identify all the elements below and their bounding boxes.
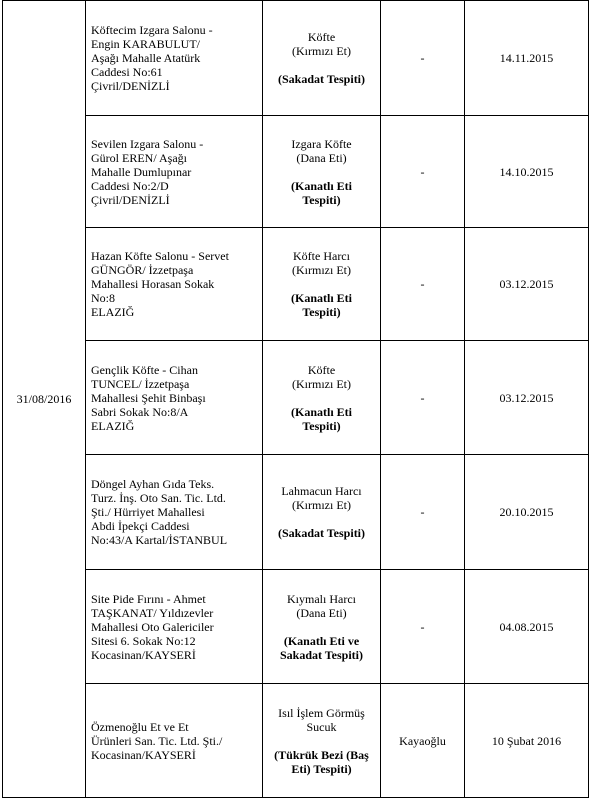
finding-line: (Kanatlı Eti: [290, 404, 352, 419]
table-row: [3, 228, 589, 341]
business-line: Ürünleri San. Tic. Ltd. Şti./: [91, 733, 223, 748]
analysis-date-cell: 04.08.2015: [465, 570, 589, 684]
brand-cell: -: [381, 116, 465, 228]
product-line: (Kırmızı Et): [292, 376, 351, 391]
business-line: No:8: [91, 291, 115, 305]
finding-text: [267, 72, 376, 86]
product-line: (Kırmızı Et): [292, 263, 351, 277]
table-row: [3, 341, 589, 455]
table-row: [3, 116, 589, 228]
business-line: Özmenoğlu Et ve Et: [91, 719, 189, 734]
product-cell: [263, 684, 381, 798]
business-line: Gençlik Köfte - Cihan: [91, 362, 198, 377]
business-info-cell: [86, 1, 263, 116]
business-line: Çivril/DENİZLİ: [91, 79, 170, 93]
business-info-cell: [86, 684, 263, 798]
announcement-date-cell: 31/08/2016: [3, 1, 86, 798]
finding-text: [267, 405, 376, 433]
product-cell: [263, 455, 381, 570]
table-row: [3, 1, 589, 116]
business-line: Aşağı Mahalle Atatürk: [91, 51, 201, 65]
business-line: ELAZIĞ: [91, 418, 135, 433]
business-info-cell: [86, 228, 263, 341]
brand-cell: -: [381, 1, 465, 116]
business-line: Döngel Ayhan Gıda Teks.: [91, 477, 215, 491]
business-line: Mahallesi Şehit Binbaşı: [91, 390, 206, 405]
finding-text: [267, 179, 376, 207]
analysis-date-cell: 20.10.2015: [465, 455, 589, 570]
table-row: [3, 455, 589, 570]
business-line: TAŞKANAT/ Yıldızevler: [91, 605, 214, 620]
business-info-cell: [86, 455, 263, 570]
business-info-cell: [86, 116, 263, 228]
business-line: Hazan Köfte Salonu - Servet: [91, 249, 229, 263]
analysis-date-cell: 10 Şubat 2016: [465, 684, 589, 798]
product-line: (Dana Eti): [296, 605, 347, 620]
business-line: Sitesi 6. Sokak No:12: [91, 633, 196, 648]
business-line: Mahallesi Horasan Sokak: [91, 277, 215, 291]
business-line: Çivril/DENİZLİ: [91, 192, 170, 207]
product-cell: [263, 1, 381, 116]
finding-line: (Kanatlı Eti: [290, 178, 352, 193]
business-line: Abdi İpekçi Caddesi: [91, 519, 190, 533]
finding-line: Eti) Tespiti): [291, 761, 352, 776]
business-info-cell: [86, 570, 263, 684]
product-cell: [263, 341, 381, 455]
brand-cell: Kayaoğlu: [381, 684, 465, 798]
table-row: [3, 684, 589, 798]
finding-text: [267, 748, 376, 776]
business-line: Gürol EREN/ Aşağı: [91, 150, 187, 165]
finding-line: (Kanatlı Eti ve: [283, 633, 360, 648]
table-body: [3, 1, 589, 798]
product-cell: [263, 570, 381, 684]
product-line: Köfte Harcı: [293, 249, 350, 263]
business-line: No:43/A Kartal/İSTANBUL: [91, 533, 228, 547]
business-line: Turz. İnş. Oto San. Tic. Ltd.: [91, 491, 226, 505]
product-line: Sucuk: [306, 719, 337, 734]
brand-cell: -: [381, 228, 465, 341]
finding-line: (Kanatlı Eti: [290, 291, 352, 305]
finding-line: (Sakadat Tespiti): [277, 526, 366, 540]
product-line: (Kırmızı Et): [292, 498, 351, 512]
business-line: Mahallesi Oto Galericiler: [91, 619, 214, 634]
business-line: Caddesi No:61: [91, 65, 163, 79]
business-line: Caddesi No:2/D: [91, 178, 169, 193]
finding-line: Tespiti): [302, 305, 341, 319]
business-line: Sabri Sokak No:8/A: [91, 404, 189, 419]
product-line: Köfte: [307, 362, 336, 377]
finding-text: [267, 634, 376, 662]
inspection-results-table: [2, 0, 589, 798]
business-line: TUNCEL/ İzzetpaşa: [91, 376, 190, 391]
business-line: Engin KARABULUT/: [91, 37, 200, 51]
finding-line: Tespiti): [302, 192, 341, 207]
business-line: Site Pide Fırını - Ahmet: [91, 591, 206, 606]
finding-line: Tespiti): [302, 418, 341, 433]
product-line: Köfte: [307, 30, 336, 44]
finding-text: [267, 526, 376, 540]
finding-line: Sakadat Tespiti): [279, 647, 364, 662]
business-line: Mahalle Dumlupınar: [91, 164, 192, 179]
product-line: Izgara Köfte: [291, 136, 352, 151]
product-line: (Dana Eti): [296, 150, 347, 165]
business-line: Kocasinan/KAYSERİ: [91, 647, 196, 662]
business-line: GÜNGÖR/ İzzetpaşa: [91, 263, 194, 277]
business-line: Şti./ Hürriyet Mahallesi: [91, 505, 205, 519]
product-line: (Kırmızı Et): [292, 44, 351, 58]
finding-line: (Sakadat Tespiti): [277, 72, 366, 86]
analysis-date-cell: 14.10.2015: [465, 116, 589, 228]
product-cell: [263, 228, 381, 341]
finding-line: (Tükrük Bezi (Baş: [274, 747, 369, 762]
brand-cell: -: [381, 455, 465, 570]
brand-cell: -: [381, 570, 465, 684]
business-line: Kocasinan/KAYSERİ: [91, 747, 196, 762]
product-line: Lahmacun Harcı: [281, 484, 362, 498]
business-line: Köftecim Izgara Salonu -: [91, 23, 213, 37]
business-info-cell: [86, 341, 263, 455]
analysis-date-cell: 14.11.2015: [465, 1, 589, 116]
business-line: Sevilen Izgara Salonu -: [91, 136, 204, 151]
finding-text: [267, 291, 376, 319]
product-cell: [263, 116, 381, 228]
product-line: Isıl İşlem Görmüş: [278, 705, 365, 720]
brand-cell: -: [381, 341, 465, 455]
analysis-date-cell: 03.12.2015: [465, 228, 589, 341]
analysis-date-cell: 03.12.2015: [465, 341, 589, 455]
table-row: [3, 570, 589, 684]
product-line: Kıymalı Harcı: [287, 591, 356, 606]
business-line: ELAZIĞ: [91, 305, 135, 319]
